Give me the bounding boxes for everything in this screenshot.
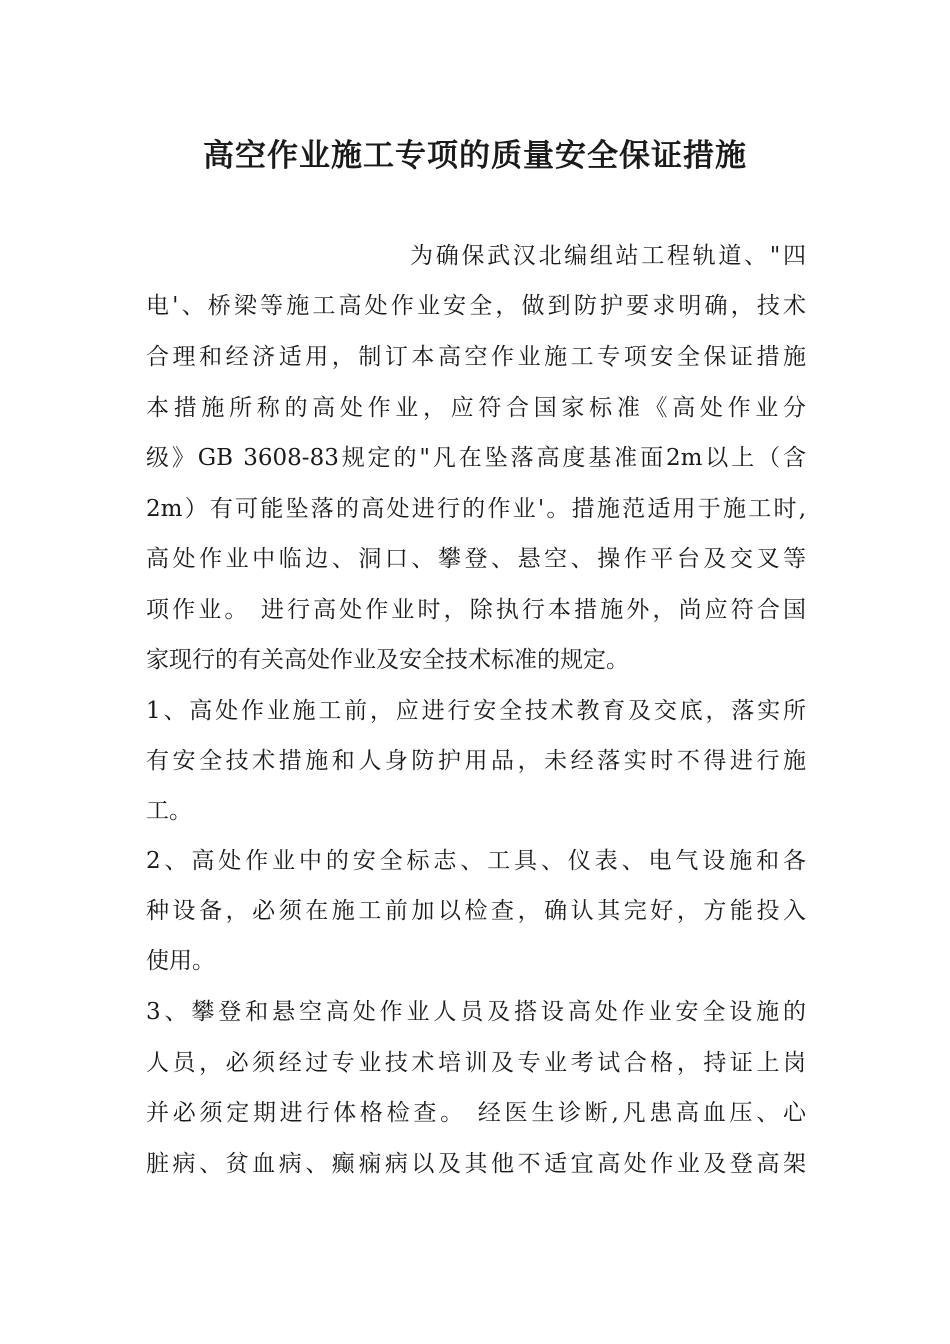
text-line: 种设备，必须在施工前加以检查，确认其完好，方能投入 [146,898,806,924]
text-line: 1、高处作业施工前，应进行安全技术教育及交底，落实所 [146,698,806,724]
text-line: 高处作业中临边、洞口、攀登、悬空、操作平台及交叉等 [146,546,806,572]
text-line: 使用。 [146,948,215,974]
text-line: 有安全技术措施和人身防护用品，未经落实时不得进行施 [146,748,806,774]
text-line: 项作业。 进行高处作业时，除执行本措施外，尚应符合国 [146,597,806,623]
text-line: 级》GB 3608-83规定的"凡在坠落高度基准面2m以上（含 [146,445,806,471]
text-line: 脏病、贫血病、癫痫病以及其他不适宜高处作业及登高架 [146,1151,806,1177]
document-title: 高空作业施工专项的质量安全保证措施 [203,138,747,174]
text-line: 2m）有可能坠落的高处进行的作业'。措施范适用于施工时, [146,496,806,522]
text-line: 工。 [146,798,192,824]
text-line: 家现行的有关高处作业及安全技术标准的规定。 [146,647,629,673]
text-line: 电'、桥梁等施工高处作业安全，做到防护要求明确，技术 [146,293,806,319]
text-line: 并必须定期进行体格检查。 经医生诊断,凡患高血压、心 [146,1100,806,1126]
text-line: 合理和经济适用，制订本高空作业施工专项安全保证措施 [146,344,806,370]
text-line: 人员，必须经过专业技术培训及专业考试合格，持证上岗 [146,1050,806,1076]
text-line: 3、攀登和悬空高处作业人员及搭设高处作业安全设施的 [146,999,806,1025]
text-line: 2、高处作业中的安全标志、工具、仪表、电气设施和各 [146,848,806,874]
text-line: 为确保武汉北编组站工程轨道、"四 [410,243,806,269]
text-line: 本措施所称的高处作业，应符合国家标准《高处作业分 [146,395,806,421]
